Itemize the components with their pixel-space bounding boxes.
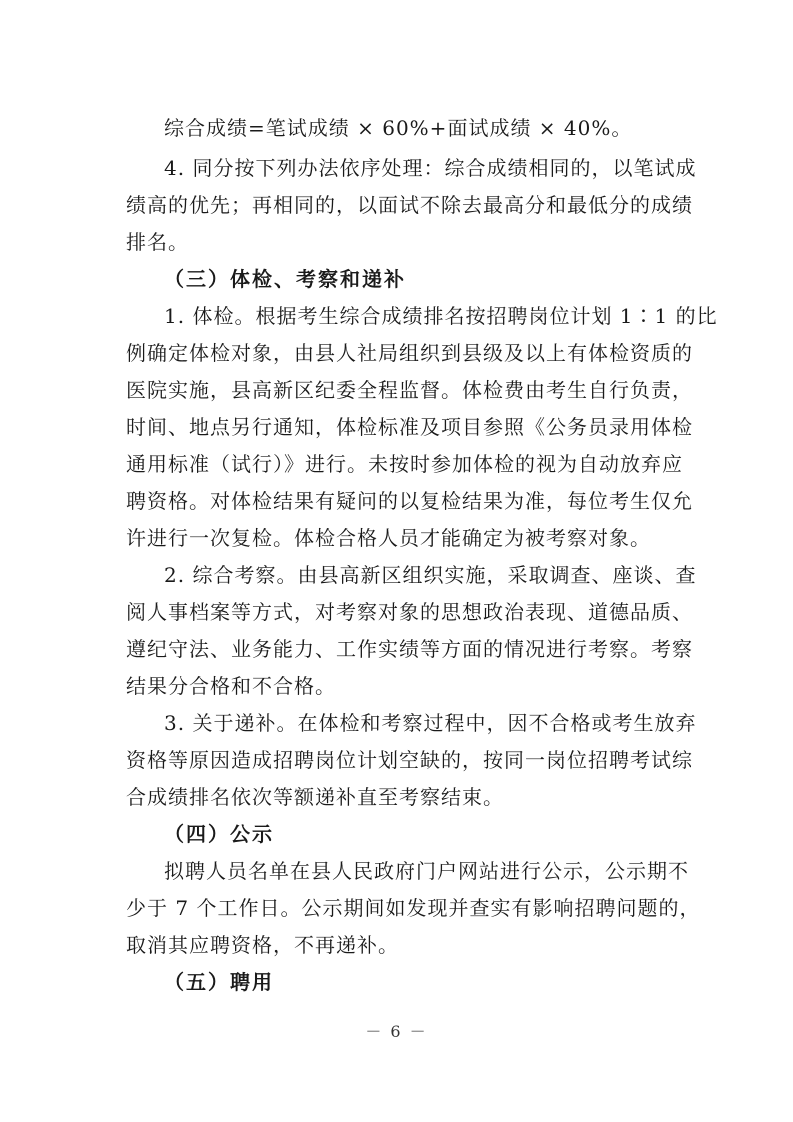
text-line: 医院实施，县高新区纪委全程监督。体检费由考生自行负责，: [126, 378, 693, 402]
text-line: 时间、地点另行通知，体检标准及项目参照《公务员录用体检: [126, 415, 693, 439]
section-heading: （四）公示: [164, 822, 274, 846]
text-line: 遵纪守法、业务能力、工作实绩等方面的情况进行考察。考察: [126, 637, 693, 661]
text-line: 4. 同分按下列办法依序处理：综合成绩相同的，以笔试成: [164, 156, 697, 180]
text-line: 阅人事档案等方式，对考察对象的思想政治表现、道德品质、: [126, 600, 693, 624]
text-line: 通用标准（试行）》进行。未按时参加体检的视为自动放弃应: [126, 452, 683, 476]
text-line: 2. 综合考察。由县高新区组织实施，采取调查、座谈、查: [164, 563, 697, 587]
section-heading: （三）体检、考察和递补: [164, 267, 406, 291]
text-line: 少于 7 个工作日。公示期间如发现并查实有影响招聘问题的，: [126, 896, 701, 920]
formula-line: 综合成绩=笔试成绩 × 60%+面试成绩 × 40%。: [164, 116, 633, 140]
text-line: 拟聘人员名单在县人民政府门户网站进行公示，公示期不: [164, 859, 689, 883]
text-line: 例确定体检对象，由县人社局组织到县级及以上有体检资质的: [126, 341, 693, 365]
text-line: 绩高的优先；再相同的，以面试不除去最高分和最低分的成绩: [126, 193, 693, 217]
text-line: 合成绩排名依次等额递补直至考察结束。: [126, 785, 504, 809]
text-line: 取消其应聘资格，不再递补。: [126, 933, 399, 957]
section-heading: （五）聘用: [164, 970, 274, 994]
text-line: 结果分合格和不合格。: [126, 674, 336, 698]
text-line: 聘资格。对体检结果有疑问的以复检结果为准，每位考生仅允: [126, 489, 693, 513]
text-line: 排名。: [126, 230, 189, 254]
text-line: 1. 体检。根据考生综合成绩排名按招聘岗位计划 1∶1 的比: [164, 304, 718, 328]
text-line: 资格等原因造成招聘岗位计划空缺的，按同一岗位招聘考试综: [126, 748, 693, 772]
text-line: 3. 关于递补。在体检和考察过程中，因不合格或考生放弃: [164, 711, 697, 735]
text-line: 许进行一次复检。体检合格人员才能确定为被考察对象。: [126, 526, 651, 550]
page-number: － 6 －: [365, 1022, 428, 1041]
